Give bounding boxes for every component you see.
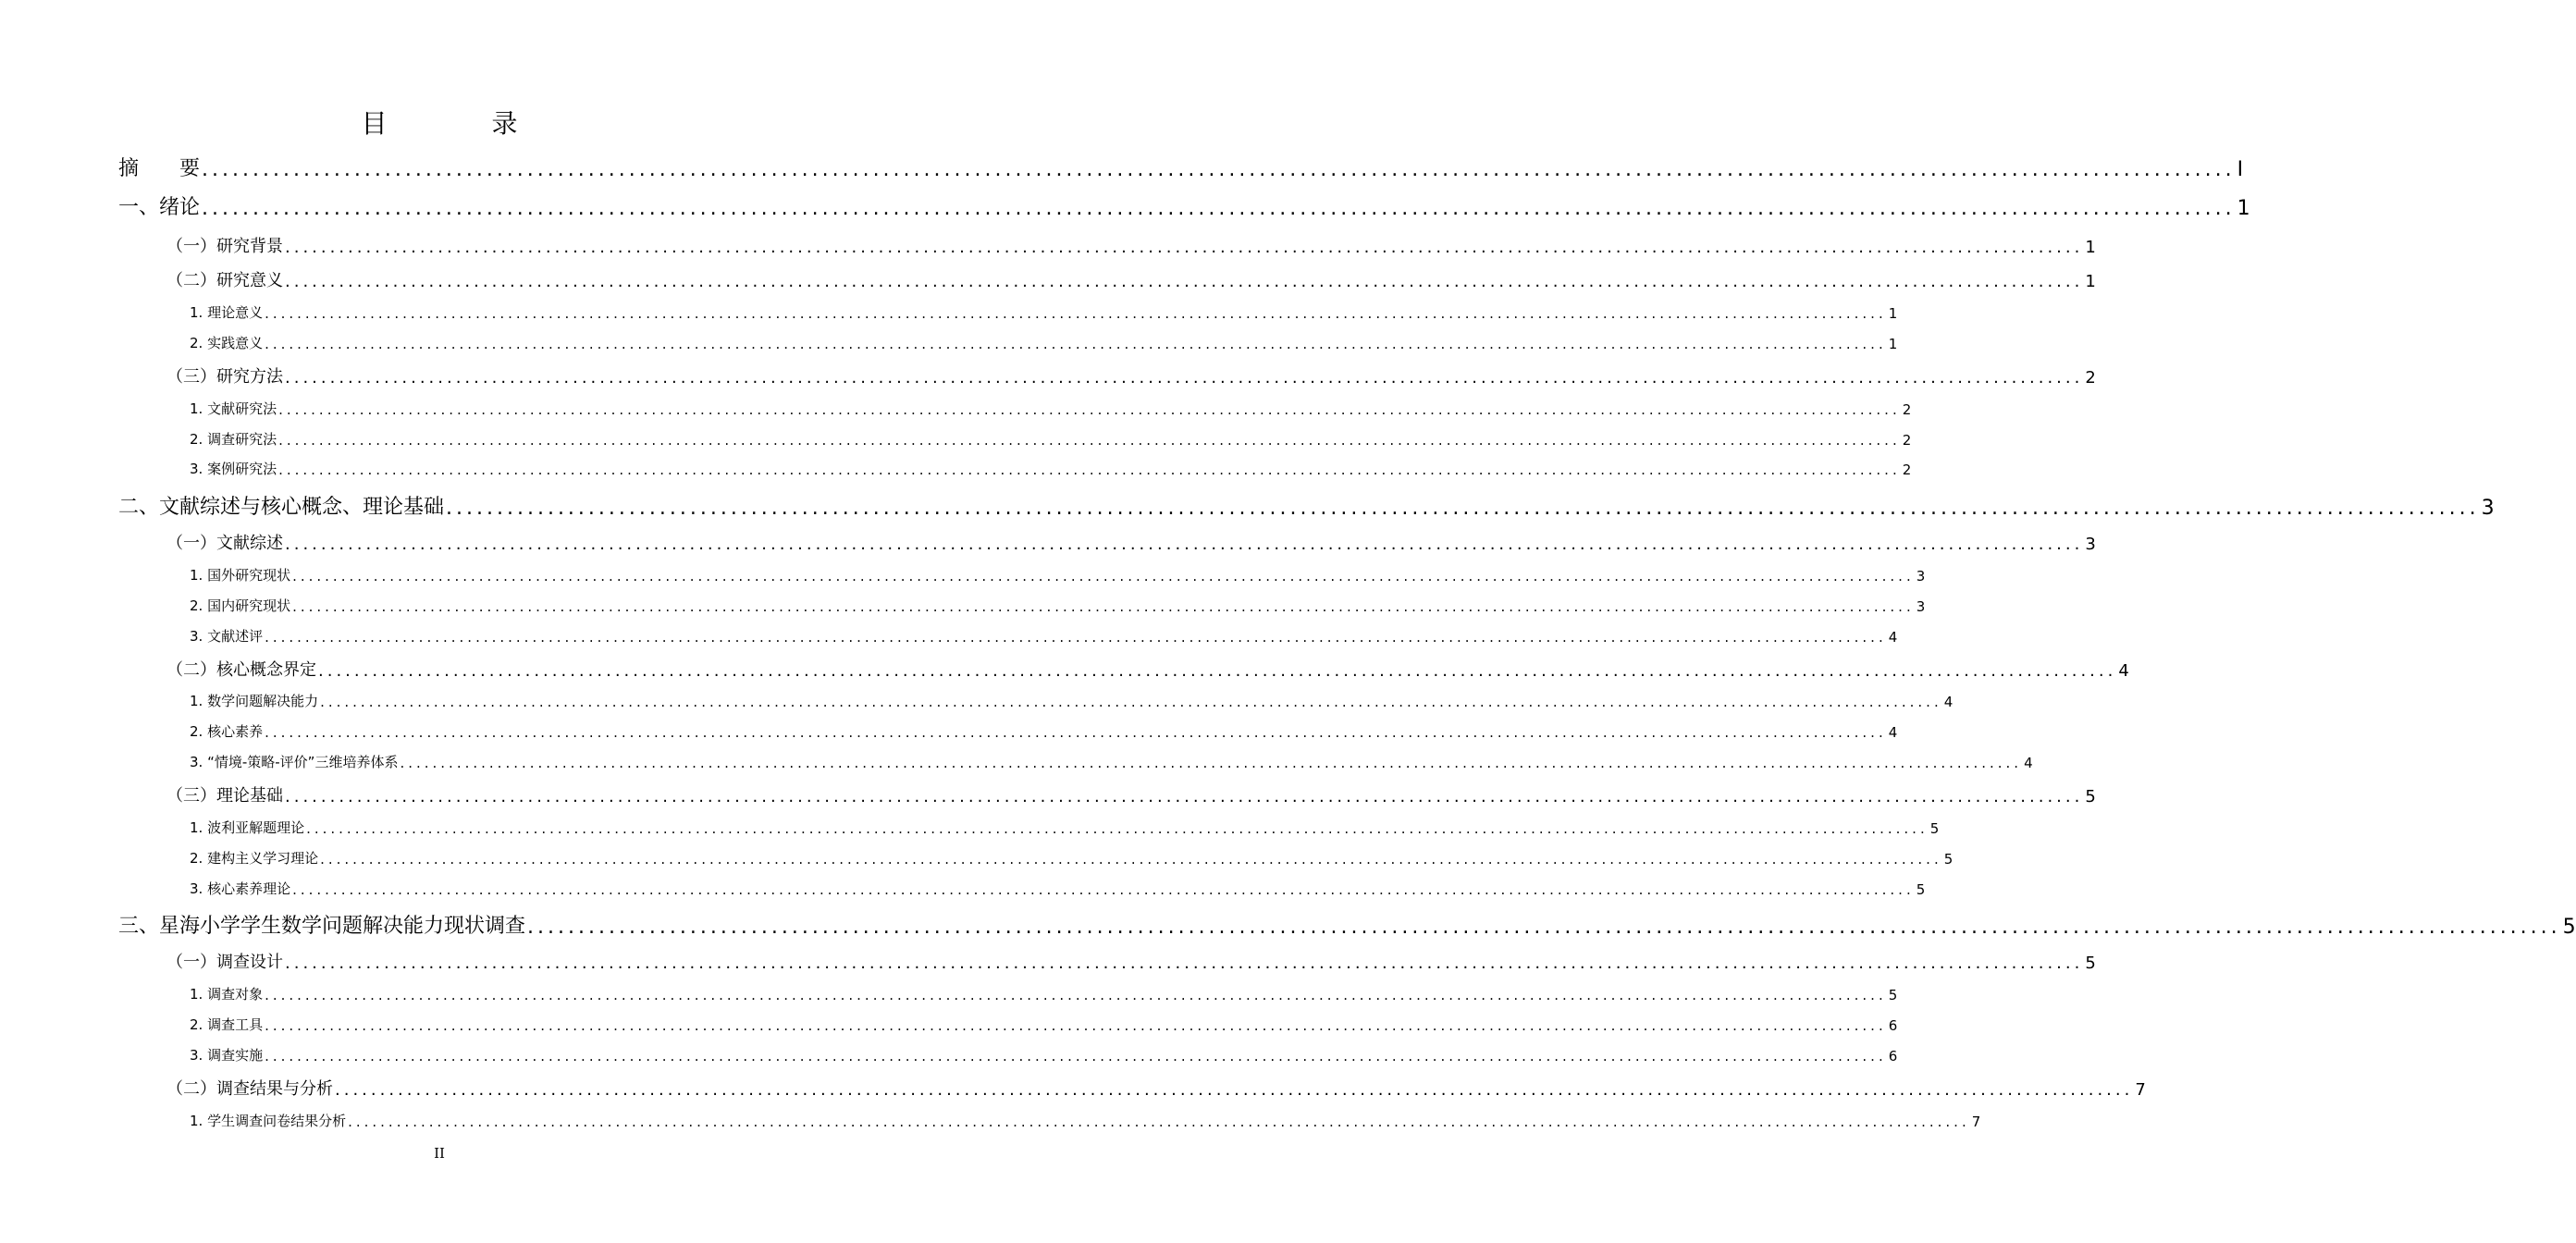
toc-entry-page: I: [2237, 158, 2244, 181]
toc-entry-label: 2. 调查研究法: [190, 431, 277, 448]
toc-entry-page: 5: [1943, 851, 1954, 868]
toc-entry-page: 5: [2085, 787, 2096, 806]
toc-entry[interactable]: [190, 690, 1954, 710]
toc-entry-label: 1. 学生调查问卷结果分析: [190, 1113, 347, 1129]
toc-leader-dots: ........................................................................................................................................................................................................: [527, 916, 2561, 939]
toc-entry-label: 2. 调查工具: [190, 1016, 264, 1033]
toc-entry[interactable]: [190, 428, 1912, 449]
toc-leader-dots: ........................................................................................................................................................................................................: [285, 272, 2084, 291]
toc-entry-page: 3: [1916, 598, 1926, 615]
toc-entry-page: 1: [2085, 272, 2096, 291]
toc-entry-label: 三、星海小学学生数学问题解决能力现状调查: [118, 915, 526, 938]
toc-entry-label: 1. 波利亚解题理论: [190, 819, 305, 836]
toc-leader-dots: ........................................................................................................................................................................................................: [265, 1017, 1887, 1034]
toc-entry-label: （二）核心概念界定: [166, 660, 316, 680]
toc-entry[interactable]: [190, 458, 1912, 478]
toc-entry-page: 5: [2562, 916, 2576, 939]
toc-entry-page: 2: [2085, 368, 2096, 388]
toc-entry-page: 1: [2085, 238, 2096, 257]
toc-entry-label: （一）研究背景: [166, 237, 283, 256]
toc-entry-page: 4: [2024, 755, 2033, 771]
toc-entry-label: 1. 文献研究法: [190, 400, 277, 417]
toc-entry-page: 5: [1888, 987, 1898, 1003]
toc-entry-page: 7: [2135, 1080, 2146, 1100]
toc-entry[interactable]: [190, 398, 1912, 418]
toc-leader-dots: ........................................................................................................................................................................................................: [265, 724, 1887, 741]
toc-entry-label: 摘 要: [118, 157, 201, 180]
toc-entry-label: 2. 国内研究现状: [190, 597, 291, 614]
toc-leader-dots: ........................................................................................................................................................................................................: [292, 881, 1915, 898]
toc-leader-dots: ........................................................................................................................................................................................................: [265, 305, 1887, 322]
toc-leader-dots: ........................................................................................................................................................................................................: [202, 158, 2236, 181]
toc-entry-page: 6: [1888, 1017, 1898, 1034]
toc-entry-page: 1: [1888, 305, 1898, 322]
toc-entry-page: 4: [1888, 724, 1898, 741]
toc-entry-page: 1: [2237, 197, 2250, 220]
toc-leader-dots: ........................................................................................................................................................................................................: [265, 336, 1887, 352]
toc-entry-label: （三）研究方法: [166, 367, 283, 387]
toc-entry[interactable]: [190, 1110, 1981, 1130]
toc-entry-label: 3. 核心素养理论: [190, 880, 291, 897]
toc-entry-label: 3. 案例研究法: [190, 461, 277, 477]
toc-entry[interactable]: [166, 1076, 2146, 1100]
toc-entry-page: 4: [1888, 629, 1898, 646]
toc-leader-dots: ........................................................................................................................................................................................................: [292, 598, 1915, 615]
toc-leader-dots: ........................................................................................................................................................................................................: [306, 820, 1929, 837]
toc-entry-page: 5: [2085, 954, 2096, 973]
toc-leader-dots: ........................................................................................................................................................................................................: [320, 694, 1942, 710]
toc-entry-page: 3: [1916, 568, 1926, 585]
toc-entry-label: 1. 调查对象: [190, 986, 264, 1003]
toc-entry-page: 7: [1971, 1114, 1981, 1130]
toc-leader-dots: ........................................................................................................................................................................................................: [348, 1114, 1970, 1130]
toc-leader-dots: ........................................................................................................................................................................................................: [400, 755, 2023, 771]
toc-entry-page: 2: [1902, 432, 1912, 449]
toc-entry-page: 5: [1929, 820, 1940, 837]
toc-entry-page: 4: [2118, 661, 2129, 681]
toc-entry-label: 2. 建构主义学习理论: [190, 850, 319, 867]
toc-entry[interactable]: [190, 720, 1898, 741]
toc-leader-dots: ........................................................................................................................................................................................................: [265, 987, 1887, 1003]
toc-entry-label: （二）调查结果与分析: [166, 1079, 333, 1099]
toc-entry[interactable]: [190, 595, 1926, 615]
toc-leader-dots: ........................................................................................................................................................................................................: [318, 661, 2117, 681]
toc-entry-label: 一、绪论: [118, 196, 201, 219]
toc-entry-label: （三）理论基础: [166, 786, 283, 806]
toc-entry-page: 1: [1888, 336, 1898, 352]
toc-entry[interactable]: [166, 782, 2096, 806]
toc-entry[interactable]: [118, 192, 2250, 220]
toc-leader-dots: ........................................................................................................................................................................................................: [285, 238, 2084, 257]
toc-entry[interactable]: [190, 1044, 1898, 1065]
toc-entry-page: 6: [1888, 1048, 1898, 1065]
toc-entry[interactable]: [190, 878, 1926, 898]
toc-leader-dots: ........................................................................................................................................................................................................: [285, 368, 2084, 388]
toc-leader-dots: ........................................................................................................................................................................................................: [285, 535, 2084, 554]
toc-entry-page: 2: [1902, 401, 1912, 418]
toc-leader-dots: ........................................................................................................................................................................................................: [285, 787, 2084, 806]
toc-leader-dots: ........................................................................................................................................................................................................: [446, 497, 2480, 520]
toc-entry[interactable]: [166, 363, 2096, 388]
toc-entry-label: 1. 数学问题解决能力: [190, 693, 319, 709]
toc-entry-page: 3: [2481, 497, 2495, 520]
toc-entry-page: 3: [2085, 535, 2096, 554]
toc-entry-page: 2: [1902, 462, 1912, 478]
toc-leader-dots: ........................................................................................................................................................................................................: [202, 197, 2236, 220]
toc-leader-dots: ........................................................................................................................................................................................................: [265, 629, 1887, 646]
toc-entry-label: 3. 文献述评: [190, 628, 264, 645]
toc-entry[interactable]: [118, 492, 2495, 520]
toc-entry[interactable]: [190, 625, 1898, 646]
toc-entry[interactable]: [190, 332, 1898, 352]
page-number: II: [434, 1145, 445, 1162]
toc-leader-dots: ........................................................................................................................................................................................................: [278, 462, 1901, 478]
toc-entry-label: 1. 理论意义: [190, 304, 264, 321]
toc-entry[interactable]: [166, 949, 2096, 973]
toc-entry-label: （一）调查设计: [166, 953, 283, 972]
toc-entry[interactable]: [190, 302, 1898, 322]
toc-entry[interactable]: [118, 911, 2576, 939]
toc-entry[interactable]: [166, 657, 2129, 681]
toc-entry-page: 5: [1916, 881, 1926, 898]
toc-entry[interactable]: [190, 817, 1940, 837]
toc-entry-label: 二、文献综述与核心概念、理论基础: [118, 496, 445, 519]
toc-entry[interactable]: [190, 1014, 1898, 1034]
toc-entry[interactable]: [190, 847, 1954, 868]
toc-leader-dots: ........................................................................................................................................................................................................: [320, 851, 1942, 868]
toc-leader-dots: ........................................................................................................................................................................................................: [292, 568, 1915, 585]
toc-leader-dots: ........................................................................................................................................................................................................: [278, 401, 1901, 418]
toc-leader-dots: ........................................................................................................................................................................................................: [278, 432, 1901, 449]
toc-leader-dots: ........................................................................................................................................................................................................: [335, 1080, 2134, 1100]
toc-entry-label: 2. 实践意义: [190, 335, 264, 351]
toc-leader-dots: ........................................................................................................................................................................................................: [285, 954, 2084, 973]
toc-title: 目 录: [361, 108, 566, 139]
toc-entry-label: （二）研究意义: [166, 271, 283, 290]
toc-entry-label: 2. 核心素养: [190, 723, 264, 740]
toc-entry-page: 4: [1943, 694, 1954, 710]
toc-entry[interactable]: [190, 983, 1898, 1003]
toc-entry[interactable]: [190, 564, 1926, 585]
toc-entry[interactable]: [166, 233, 2096, 257]
toc-entry-label: 3. “情境-策略-评价”三维培养体系: [190, 754, 399, 770]
toc-entry-label: （一）文献综述: [166, 534, 283, 553]
toc-leader-dots: ........................................................................................................................................................................................................: [265, 1048, 1887, 1065]
toc-entry[interactable]: [166, 267, 2096, 291]
toc-entry[interactable]: [118, 154, 2244, 181]
toc-entry-label: 1. 国外研究现状: [190, 567, 291, 584]
toc-entry-label: 3. 调查实施: [190, 1047, 264, 1064]
toc-entry[interactable]: [166, 530, 2096, 554]
toc-entry[interactable]: [190, 751, 2033, 771]
